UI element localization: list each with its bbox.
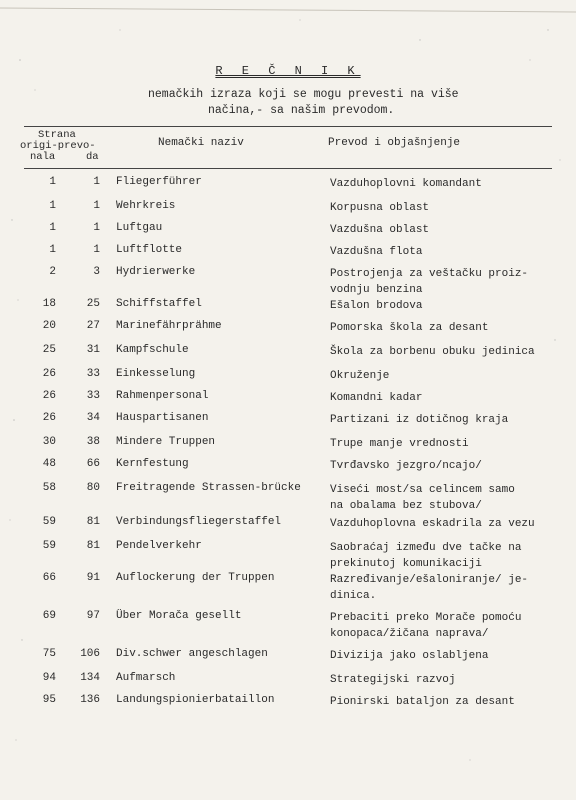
header-nemacki-naziv: Nemački naziv [158, 137, 244, 149]
translation-cell [330, 368, 562, 384]
translation-line: Vazdušna flota [330, 246, 423, 258]
translation-line: Škola za borbenu obuku jedinica [330, 346, 535, 358]
german-term-cell: Verbindungsfliegerstaffel [116, 516, 282, 528]
translation-cell [330, 176, 562, 192]
original-page-cell: 94 [42, 672, 56, 684]
translation-cell [330, 516, 562, 532]
german-term-cell: Aufmarsch [116, 672, 176, 684]
header-bottom-rule [24, 168, 552, 169]
translation-line: konopaca/žičana naprava/ [330, 628, 489, 640]
original-page-cell: 69 [42, 610, 56, 622]
header-strana: Strana [38, 129, 76, 141]
german-term-cell: Wehrkreis [116, 200, 176, 212]
translation-cell [330, 412, 562, 428]
translation-page-cell: 33 [86, 390, 100, 402]
translation-cell [330, 390, 562, 406]
translation-cell [330, 200, 562, 216]
original-page-cell: 26 [42, 412, 56, 424]
translation-line: Okruženje [330, 370, 390, 382]
translation-line: Partizani iz dotičnog kraja [330, 414, 509, 426]
german-term-cell: Fliegerführer [116, 176, 202, 188]
original-page-cell: 18 [42, 298, 56, 310]
translation-line: Strategijski razvoj [330, 674, 456, 686]
translation-page-cell: 25 [86, 298, 100, 310]
original-page-cell: 1 [49, 222, 56, 234]
translation-line: Vazduhoplovna eskadrila za vezu [330, 518, 535, 530]
translation-line: Vazdušna oblast [330, 224, 430, 236]
german-term-cell: Landungspionierbataillon [116, 694, 275, 706]
translation-cell [330, 482, 562, 514]
translation-cell [330, 610, 562, 642]
subtitle-line-1: nemačkih izraza koji se mogu prevesti na više [148, 88, 459, 101]
german-term-cell: Rahmenpersonal [116, 390, 209, 402]
translation-page-cell: 97 [86, 610, 100, 622]
translation-cell [330, 320, 562, 336]
translation-line: Postrojenja za veštačku proiz- [330, 268, 529, 280]
translation-line: Divizija jako oslabljena [330, 650, 489, 662]
translation-page-cell: 34 [86, 412, 100, 424]
translation-page-cell: 1 [93, 222, 100, 234]
translation-cell [330, 222, 562, 238]
translation-line: vodnju benzina [330, 284, 423, 296]
original-page-cell: 26 [42, 368, 56, 380]
original-page-cell: 59 [42, 516, 56, 528]
translation-page-cell: 91 [86, 572, 100, 584]
translation-line: Trupe manje vrednosti [330, 438, 469, 450]
original-page-cell: 1 [49, 176, 56, 188]
translation-page-cell: 31 [86, 344, 100, 356]
german-term-cell: Luftflotte [116, 244, 183, 256]
translation-cell [330, 266, 562, 298]
translation-page-cell: 33 [86, 368, 100, 380]
german-term-cell: Luftgau [116, 222, 163, 234]
german-term-cell: Div.schwer angeschlagen [116, 648, 268, 660]
translation-line: Saobraćaj između dve tačke na [330, 542, 522, 554]
translation-page-cell: 134 [80, 672, 100, 684]
translation-page-cell: 80 [86, 482, 100, 494]
translation-page-cell: 81 [86, 540, 100, 552]
original-page-cell: 75 [42, 648, 56, 660]
german-term-cell: Schiffstaffel [116, 298, 202, 310]
german-term-cell: Hydrierwerke [116, 266, 196, 278]
translation-cell [330, 572, 562, 604]
german-term-cell: Freitragende Strassen-brücke [116, 482, 301, 494]
translation-line: Tvrđavsko jezgro/ncajo/ [330, 460, 482, 472]
translation-page-cell: 3 [93, 266, 100, 278]
translation-line: Pionirski bataljon za desant [330, 696, 515, 708]
german-term-cell: Marinefährprähme [116, 320, 222, 332]
translation-cell [330, 694, 562, 710]
german-term-cell: Kernfestung [116, 458, 189, 470]
translation-cell [330, 672, 562, 688]
german-term-cell: Einkesselung [116, 368, 196, 380]
original-page-cell: 59 [42, 540, 56, 552]
header-top-rule [24, 126, 552, 127]
original-page-cell: 95 [42, 694, 56, 706]
translation-cell [330, 436, 562, 452]
original-page-cell: 1 [49, 200, 56, 212]
original-page-cell: 25 [42, 344, 56, 356]
header-nala: nala [30, 151, 56, 163]
german-term-cell: Pendelverkehr [116, 540, 202, 552]
original-page-cell: 1 [49, 244, 56, 256]
translation-line: Razređivanje/ešaloniranje/ je- [330, 574, 529, 586]
header-prevod: Prevod i objašnjenje [328, 137, 461, 149]
translation-page-cell: 66 [86, 458, 100, 470]
translation-cell [330, 298, 562, 314]
document-title: R E Č N I K [215, 64, 361, 78]
header-origi-prevo: origi-prevo- [20, 140, 96, 152]
translation-page-cell: 27 [86, 320, 100, 332]
original-page-cell: 26 [42, 390, 56, 402]
translation-page-cell: 81 [86, 516, 100, 528]
translation-line: Vazduhoplovni komandant [330, 178, 482, 190]
original-page-cell: 58 [42, 482, 56, 494]
translation-cell [330, 344, 562, 360]
german-term-cell: Kampfschule [116, 344, 189, 356]
header-da: da [86, 151, 99, 163]
german-term-cell: Mindere Truppen [116, 436, 216, 448]
translation-line: dinica. [330, 590, 377, 602]
translation-line: Prebaciti preko Morače pomoću [330, 612, 522, 624]
translation-page-cell: 38 [86, 436, 100, 448]
original-page-cell: 48 [42, 458, 56, 470]
subtitle-line-2: načina,- sa našim prevodom. [208, 104, 395, 117]
translation-line: Komandni kadar [330, 392, 423, 404]
original-page-cell: 66 [42, 572, 56, 584]
translation-page-cell: 1 [93, 200, 100, 212]
original-page-cell: 2 [49, 266, 56, 278]
translation-line: Ešalon brodova [330, 300, 423, 312]
translation-line: prekinutoj komunikaciji [330, 558, 482, 570]
translation-page-cell: 136 [80, 694, 100, 706]
translation-cell [330, 540, 562, 572]
original-page-cell: 30 [42, 436, 56, 448]
translation-cell [330, 458, 562, 474]
translation-line: Viseći most/sa celincem samo [330, 484, 515, 496]
translation-line: Korpusna oblast [330, 202, 430, 214]
german-term-cell: Hauspartisanen [116, 412, 209, 424]
translation-line: Pomorska škola za desant [330, 322, 489, 334]
translation-line: na obalama bez stubova/ [330, 500, 482, 512]
original-page-cell: 20 [42, 320, 56, 332]
german-term-cell: Über Morača gesellt [116, 610, 242, 622]
translation-page-cell: 1 [93, 244, 100, 256]
translation-cell [330, 648, 562, 664]
translation-page-cell: 106 [80, 648, 100, 660]
translation-cell [330, 244, 562, 260]
translation-page-cell: 1 [93, 176, 100, 188]
german-term-cell: Auflockerung der Truppen [116, 572, 275, 584]
